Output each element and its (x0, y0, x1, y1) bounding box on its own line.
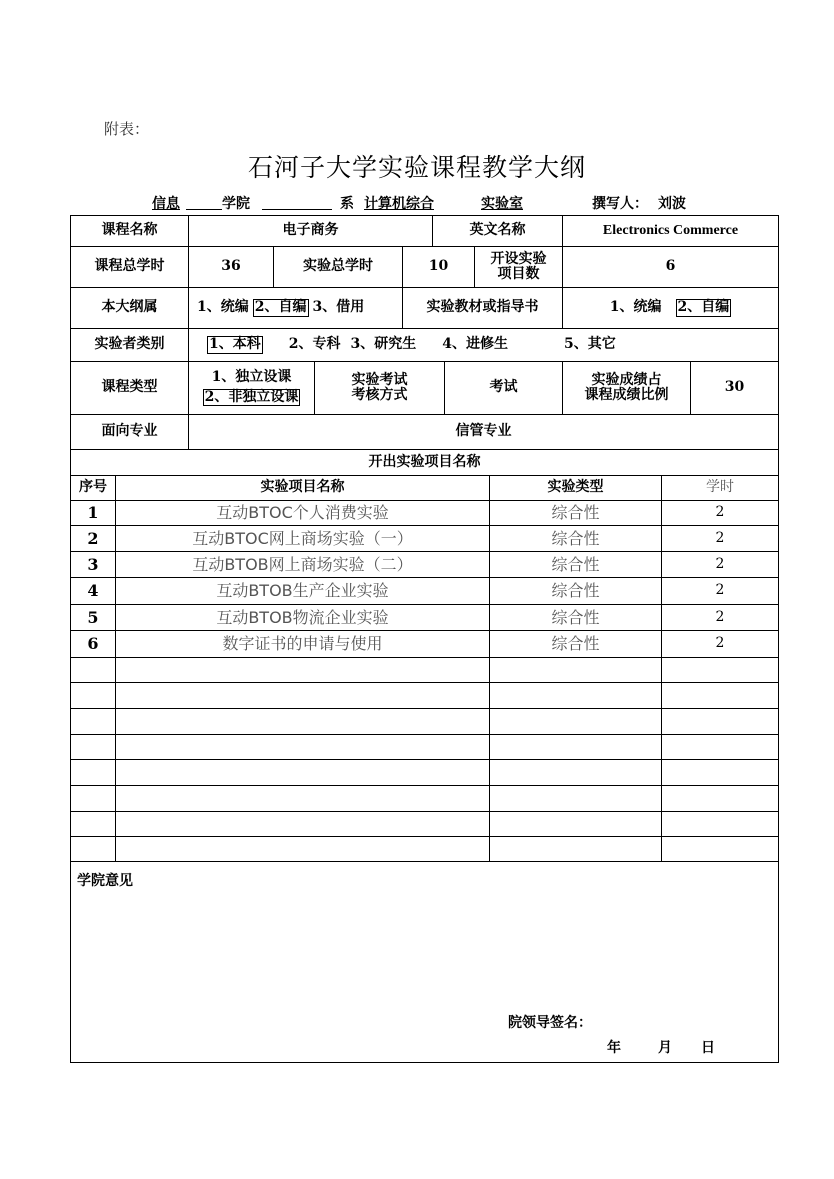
project-hours: 2 (661, 501, 778, 525)
major-value: 信管专业 (188, 415, 778, 449)
empty-cell (661, 658, 778, 682)
project-name: 互动BTOC个人消费实验 (115, 501, 489, 525)
grade-ratio-label (562, 362, 690, 414)
outline-option-1: 1、统编 (197, 299, 249, 316)
project-type: 综合性 (489, 501, 661, 525)
course-type-options (188, 362, 314, 414)
project-type: 综合性 (489, 578, 661, 604)
course-type-label: 课程类型 (101, 379, 158, 396)
syllabus-table (70, 215, 779, 1063)
projects-section-title: 开出实验项目名称 (368, 453, 481, 470)
row-college-opinion (71, 862, 778, 1062)
empty-cell (115, 786, 489, 811)
row-outline (71, 288, 778, 329)
empty-cell (71, 683, 115, 708)
empty-cell (71, 812, 115, 836)
project-name: 互动BTOC网上商场实验（一） (115, 526, 489, 551)
lab-name: 计算机综合 (364, 196, 434, 212)
project-seq: 2 (87, 528, 99, 548)
empty-table-row (71, 760, 778, 786)
grade-ratio-value: 30 (690, 362, 778, 414)
header-project-name: 实验项目名称 (115, 476, 489, 500)
empty-table-row (71, 709, 778, 735)
student-option-1: 1、本科 (209, 336, 261, 353)
english-name-label: 英文名称 (432, 216, 562, 246)
empty-cell (115, 812, 489, 836)
empty-cell (489, 683, 661, 708)
empty-table-row (71, 683, 778, 709)
course-name-value: 电子商务 (188, 216, 432, 246)
student-category-label: 实验者类别 (94, 336, 165, 353)
textbook-options (562, 288, 778, 328)
empty-cell (71, 735, 115, 759)
project-type: 综合性 (489, 526, 661, 551)
dept-label: 系 (340, 196, 354, 212)
empty-cell (661, 709, 778, 734)
project-name: 互动BTOB网上商场实验（二） (115, 552, 489, 577)
project-seq: 3 (87, 554, 99, 574)
college-label: 学院 (222, 196, 250, 212)
exam-label-line-2: 考核方式 (351, 387, 408, 403)
outline-label: 本大纲属 (101, 299, 158, 316)
lab-hours-value: 10 (402, 247, 474, 287)
empty-cell (71, 786, 115, 811)
empty-cell (115, 683, 489, 708)
college-name: 信息 (152, 196, 180, 212)
project-seq: 1 (87, 503, 99, 523)
empty-table-row (71, 837, 778, 862)
empty-cell (115, 658, 489, 682)
total-hours-value: 36 (188, 247, 273, 287)
header-project-type: 实验类型 (489, 476, 661, 500)
english-name-value: Electronics Commerce (562, 216, 778, 246)
header-seq: 序号 (79, 479, 107, 496)
table-row (71, 501, 778, 526)
empty-cell (489, 735, 661, 759)
empty-table-row (71, 735, 778, 760)
college-opinion-label: 学院意见 (77, 873, 133, 889)
header-project-hours: 学时 (661, 476, 778, 500)
empty-cell (661, 760, 778, 785)
project-name: 互动BTOB生产企业实验 (115, 578, 489, 604)
empty-cell (71, 658, 115, 682)
project-seq: 6 (87, 634, 99, 654)
project-hours: 2 (661, 605, 778, 630)
empty-cell (489, 837, 661, 861)
empty-cell (661, 786, 778, 811)
empty-cell (71, 709, 115, 734)
textbook-label: 实验教材或指导书 (402, 288, 562, 328)
project-type: 综合性 (489, 605, 661, 630)
author-name: 刘波 (658, 196, 686, 212)
page-title: 石河子大学实验课程教学大纲 (247, 153, 586, 182)
table-row (71, 631, 778, 658)
row-course-type (71, 362, 778, 415)
exam-method-value: 考试 (444, 362, 562, 414)
empty-cell (661, 735, 778, 759)
empty-cell (661, 812, 778, 836)
date-day: 日 (701, 1040, 715, 1056)
item-count-label: 开设实验项目数 (474, 247, 562, 287)
major-label: 面向专业 (101, 423, 158, 440)
project-type: 综合性 (489, 631, 661, 657)
project-hours: 2 (661, 631, 778, 657)
empty-table-row (71, 786, 778, 812)
row-project-headers (71, 476, 778, 501)
dept-underline (262, 208, 332, 210)
textbook-option-2: 2、自编 (677, 299, 730, 316)
course-name-label: 课程名称 (101, 222, 158, 239)
project-hours: 2 (661, 526, 778, 551)
empty-table-row (71, 812, 778, 837)
student-option-5: 5、其它 (564, 336, 616, 353)
total-hours-label: 课程总学时 (94, 258, 165, 275)
course-type-option-2: 2、非独立设课 (204, 388, 299, 405)
textbook-option-1: 1、统编 (609, 299, 662, 316)
outline-options (188, 288, 402, 328)
project-name: 数字证书的申请与使用 (115, 631, 489, 657)
ratio-label-line-1: 实验成绩占 (591, 371, 662, 388)
outline-option-3: 3、借用 (312, 299, 365, 316)
empty-table-row (71, 658, 778, 683)
date-year: 年 (607, 1040, 621, 1056)
empty-cell (71, 837, 115, 861)
item-count-value: 6 (562, 247, 778, 287)
row-projects-section (71, 450, 778, 476)
empty-cell (115, 709, 489, 734)
project-name: 互动BTOB物流企业实验 (115, 605, 489, 630)
project-hours: 2 (661, 552, 778, 577)
lab-hours-label: 实验总学时 (273, 247, 402, 287)
empty-cell (489, 658, 661, 682)
date-month: 月 (658, 1040, 672, 1056)
appendix-label: 附表： (104, 120, 150, 138)
student-option-3: 3、研究生 (350, 336, 417, 353)
empty-cell (489, 786, 661, 811)
project-seq: 4 (87, 581, 99, 601)
row-course-name (71, 216, 778, 247)
lab-label: 实验室 (481, 196, 523, 212)
student-option-4: 4、进修生 (442, 336, 508, 353)
table-row (71, 605, 778, 631)
leader-signature-label: 院领导签名： (508, 1015, 592, 1031)
student-option-2: 2、专科 (288, 336, 341, 353)
college-underline (186, 208, 222, 210)
project-type: 综合性 (489, 552, 661, 577)
course-type-option-1: 1、独立设课 (211, 369, 292, 386)
project-seq: 5 (87, 607, 99, 627)
empty-cell (489, 812, 661, 836)
project-hours: 2 (661, 578, 778, 604)
empty-cell (661, 837, 778, 861)
empty-cell (115, 760, 489, 785)
exam-label-line-1: 实验考试 (351, 371, 408, 388)
table-row (71, 552, 778, 578)
author-label: 撰写人： (592, 196, 648, 212)
row-student-category (71, 329, 778, 362)
empty-cell (661, 683, 778, 708)
empty-cell (115, 735, 489, 759)
empty-cell (71, 760, 115, 785)
empty-cell (489, 760, 661, 785)
empty-cell (115, 837, 489, 861)
exam-method-label (314, 362, 444, 414)
empty-cell (489, 709, 661, 734)
row-major (71, 415, 778, 450)
outline-option-2: 2、自编 (254, 299, 307, 316)
student-category-options (188, 329, 778, 361)
info-line (70, 193, 777, 215)
ratio-label-line-2: 课程成绩比例 (584, 387, 669, 403)
table-row (71, 526, 778, 552)
table-row (71, 578, 778, 605)
row-hours (71, 247, 778, 288)
